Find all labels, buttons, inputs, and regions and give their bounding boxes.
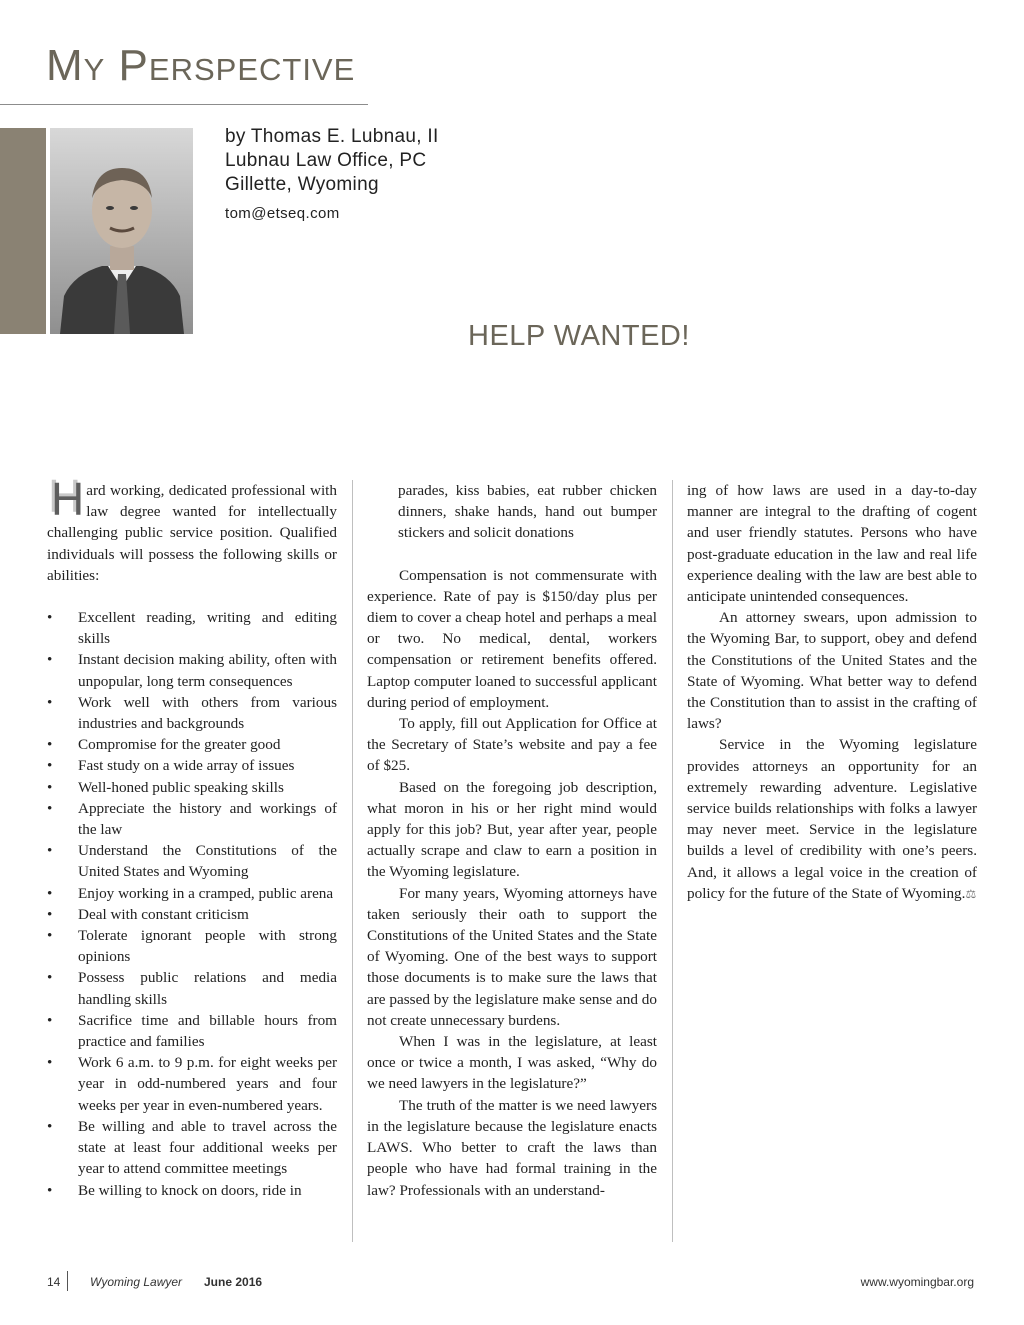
- list-item: • Instant decision making ability, often with unpopular, long term consequences: [47, 651, 337, 690]
- bullet-icon: •: [47, 757, 53, 775]
- author-firm: Lubnau Law Office, PC: [225, 150, 427, 171]
- issue-date: June 2016: [204, 1275, 263, 1289]
- bullet-icon: •: [47, 842, 53, 860]
- author-location: Gillette, Wyoming: [225, 174, 379, 195]
- website-link[interactable]: www.wyomingbar.org: [860, 1275, 974, 1289]
- list-item: • Fast study on a wide array of issues: [47, 755, 337, 776]
- page-number: 14: [47, 1275, 61, 1289]
- magazine-name: Wyoming Lawyer: [90, 1275, 183, 1289]
- paragraph: Service in the Wyoming legislature provides attorneys an opportunity for an extremely rewarding adventure. Legislative service builds relationships with folks a lawyer may never meet. Service in the legislature builds a level of credibility with one’s peers. And, it allows a legal voice in the creation of policy for the future of the State of Wyoming.⚖: [687, 736, 977, 902]
- list-item: • Be willing and able to travel across the state at least four additional weeks per year to attend committee meetings: [47, 1117, 337, 1178]
- author-name: by Thomas E. Lubnau, II: [225, 126, 439, 147]
- list-item: • Deal with constant criticism: [47, 904, 337, 925]
- bullet-icon: •: [47, 778, 53, 796]
- footer-divider: [67, 1271, 68, 1291]
- paragraph: The truth of the matter is we need lawyers in the legislature because the legislature enacts LAWS. Who better to craft the laws than people who have had formal training in the law? Professionals with an understand-: [367, 1096, 657, 1199]
- paragraph: An attorney swears, upon admission to the Wyoming Bar, to support, obey and defend the Constitutions of the United States and the State of Wyoming. What better way to defend the Constitution than to assist in the crafting of laws?: [687, 609, 977, 733]
- list-item: • Sacrifice time and billable hours from practice and families: [47, 1011, 337, 1051]
- author-photo: [50, 128, 193, 334]
- bullet-icon: •: [47, 1011, 53, 1029]
- decorative-bar: [0, 128, 46, 334]
- list-item: • Compromise for the greater good: [47, 734, 337, 755]
- column-divider: [672, 480, 673, 1242]
- article-column-1: [47, 473, 337, 1201]
- end-mark-icon: ⚖: [965, 886, 977, 901]
- list-item: • Well-honed public speaking skills: [47, 777, 337, 798]
- list-item: • Be willing to knock on doors, ride in: [47, 1180, 337, 1201]
- bullet-icon: •: [47, 927, 53, 945]
- drop-cap: H: [51, 473, 85, 525]
- skills-list-continued: [367, 480, 657, 544]
- list-item: • Work well with others from various industries and backgrounds: [47, 693, 337, 733]
- paragraph: To apply, fill out Application for Office at the Secretary of State’s website and pay a fee of $25.: [367, 715, 657, 775]
- list-item: • Enjoy working in a cramped, public arena: [47, 883, 337, 904]
- header-divider: [0, 104, 368, 105]
- bullet-icon: •: [47, 693, 53, 711]
- column-divider: [352, 480, 353, 1242]
- section-title: My Perspective: [46, 41, 356, 90]
- byline: [225, 125, 439, 222]
- paragraph: Based on the foregoing job description, what moron in his or her right mind would apply for this job? But, year after year, people actually scrape and claw to earn a position in the Wyoming legislature.: [367, 778, 657, 881]
- bullet-icon: •: [47, 1117, 53, 1135]
- list-item: • Possess public relations and media handling skills: [47, 969, 337, 1008]
- bullet-icon: •: [47, 1181, 53, 1199]
- bullet-icon: •: [47, 799, 53, 817]
- list-item: • Excellent reading, writing and editing skills: [47, 609, 337, 648]
- bullet-icon: •: [47, 1054, 53, 1072]
- intro-paragraph: [47, 473, 337, 586]
- list-item: • Understand the Constitutions of the United States and Wyoming: [47, 842, 337, 881]
- article-title: HELP WANTED!: [468, 320, 690, 352]
- article-column-2: [367, 480, 657, 1201]
- bullet-icon: •: [47, 969, 53, 987]
- bullet-icon: •: [47, 651, 53, 669]
- skills-list: [47, 607, 337, 1201]
- paragraph: Compensation is not commensurate with experience. Rate of pay is $150/day plus per diem to cover a cheap hotel and perhaps a meal or two. No medical, dental, workers compensation or retirement benefits offered. Laptop computer loaned to successful applicant during period of employment.: [367, 566, 657, 711]
- paragraph: ing of how laws are used in a day-to-day manner are integral to the drafting of cogent and user friendly statutes. Persons who have post-graduate education in the law and real life experience dealing with the law are best able to anticipate unintended consequences.: [687, 482, 977, 606]
- list-item: parades, kiss babies, eat rubber chicken dinners, shake hands, hand out bumper stickers and solicit donations: [398, 482, 657, 542]
- article-column-3: [687, 480, 977, 905]
- bullet-icon: •: [47, 609, 53, 627]
- paragraph: When I was in the legislature, at least once or twice a month, I was asked, “Why do we need lawyers in the legislature?”: [367, 1033, 657, 1093]
- bullet-icon: •: [47, 905, 53, 923]
- list-item: • Work 6 a.m. to 9 p.m. for eight weeks per year in odd-numbered years and four weeks per year in even-numbered years.: [47, 1054, 337, 1114]
- list-item: • Appreciate the history and workings of the law: [47, 799, 337, 839]
- bullet-icon: •: [47, 884, 53, 902]
- intro-text: ard working, dedicated professional with law degree wanted for intellectually challenging public service position. Qualified individuals will possess the following skills or abilities:: [47, 482, 337, 584]
- author-email[interactable]: tom@etseq.com: [225, 205, 340, 222]
- bullet-icon: •: [47, 736, 53, 754]
- list-item: • Tolerate ignorant people with strong opinions: [47, 927, 337, 966]
- paragraph: For many years, Wyoming attorneys have taken seriously their oath to support the Constitutions of the United States and the State of Wyoming. One of the best ways to support those documents is to make sure the laws that are passed by the legislature make sense and do not create unnecessary burdens.: [367, 884, 657, 1029]
